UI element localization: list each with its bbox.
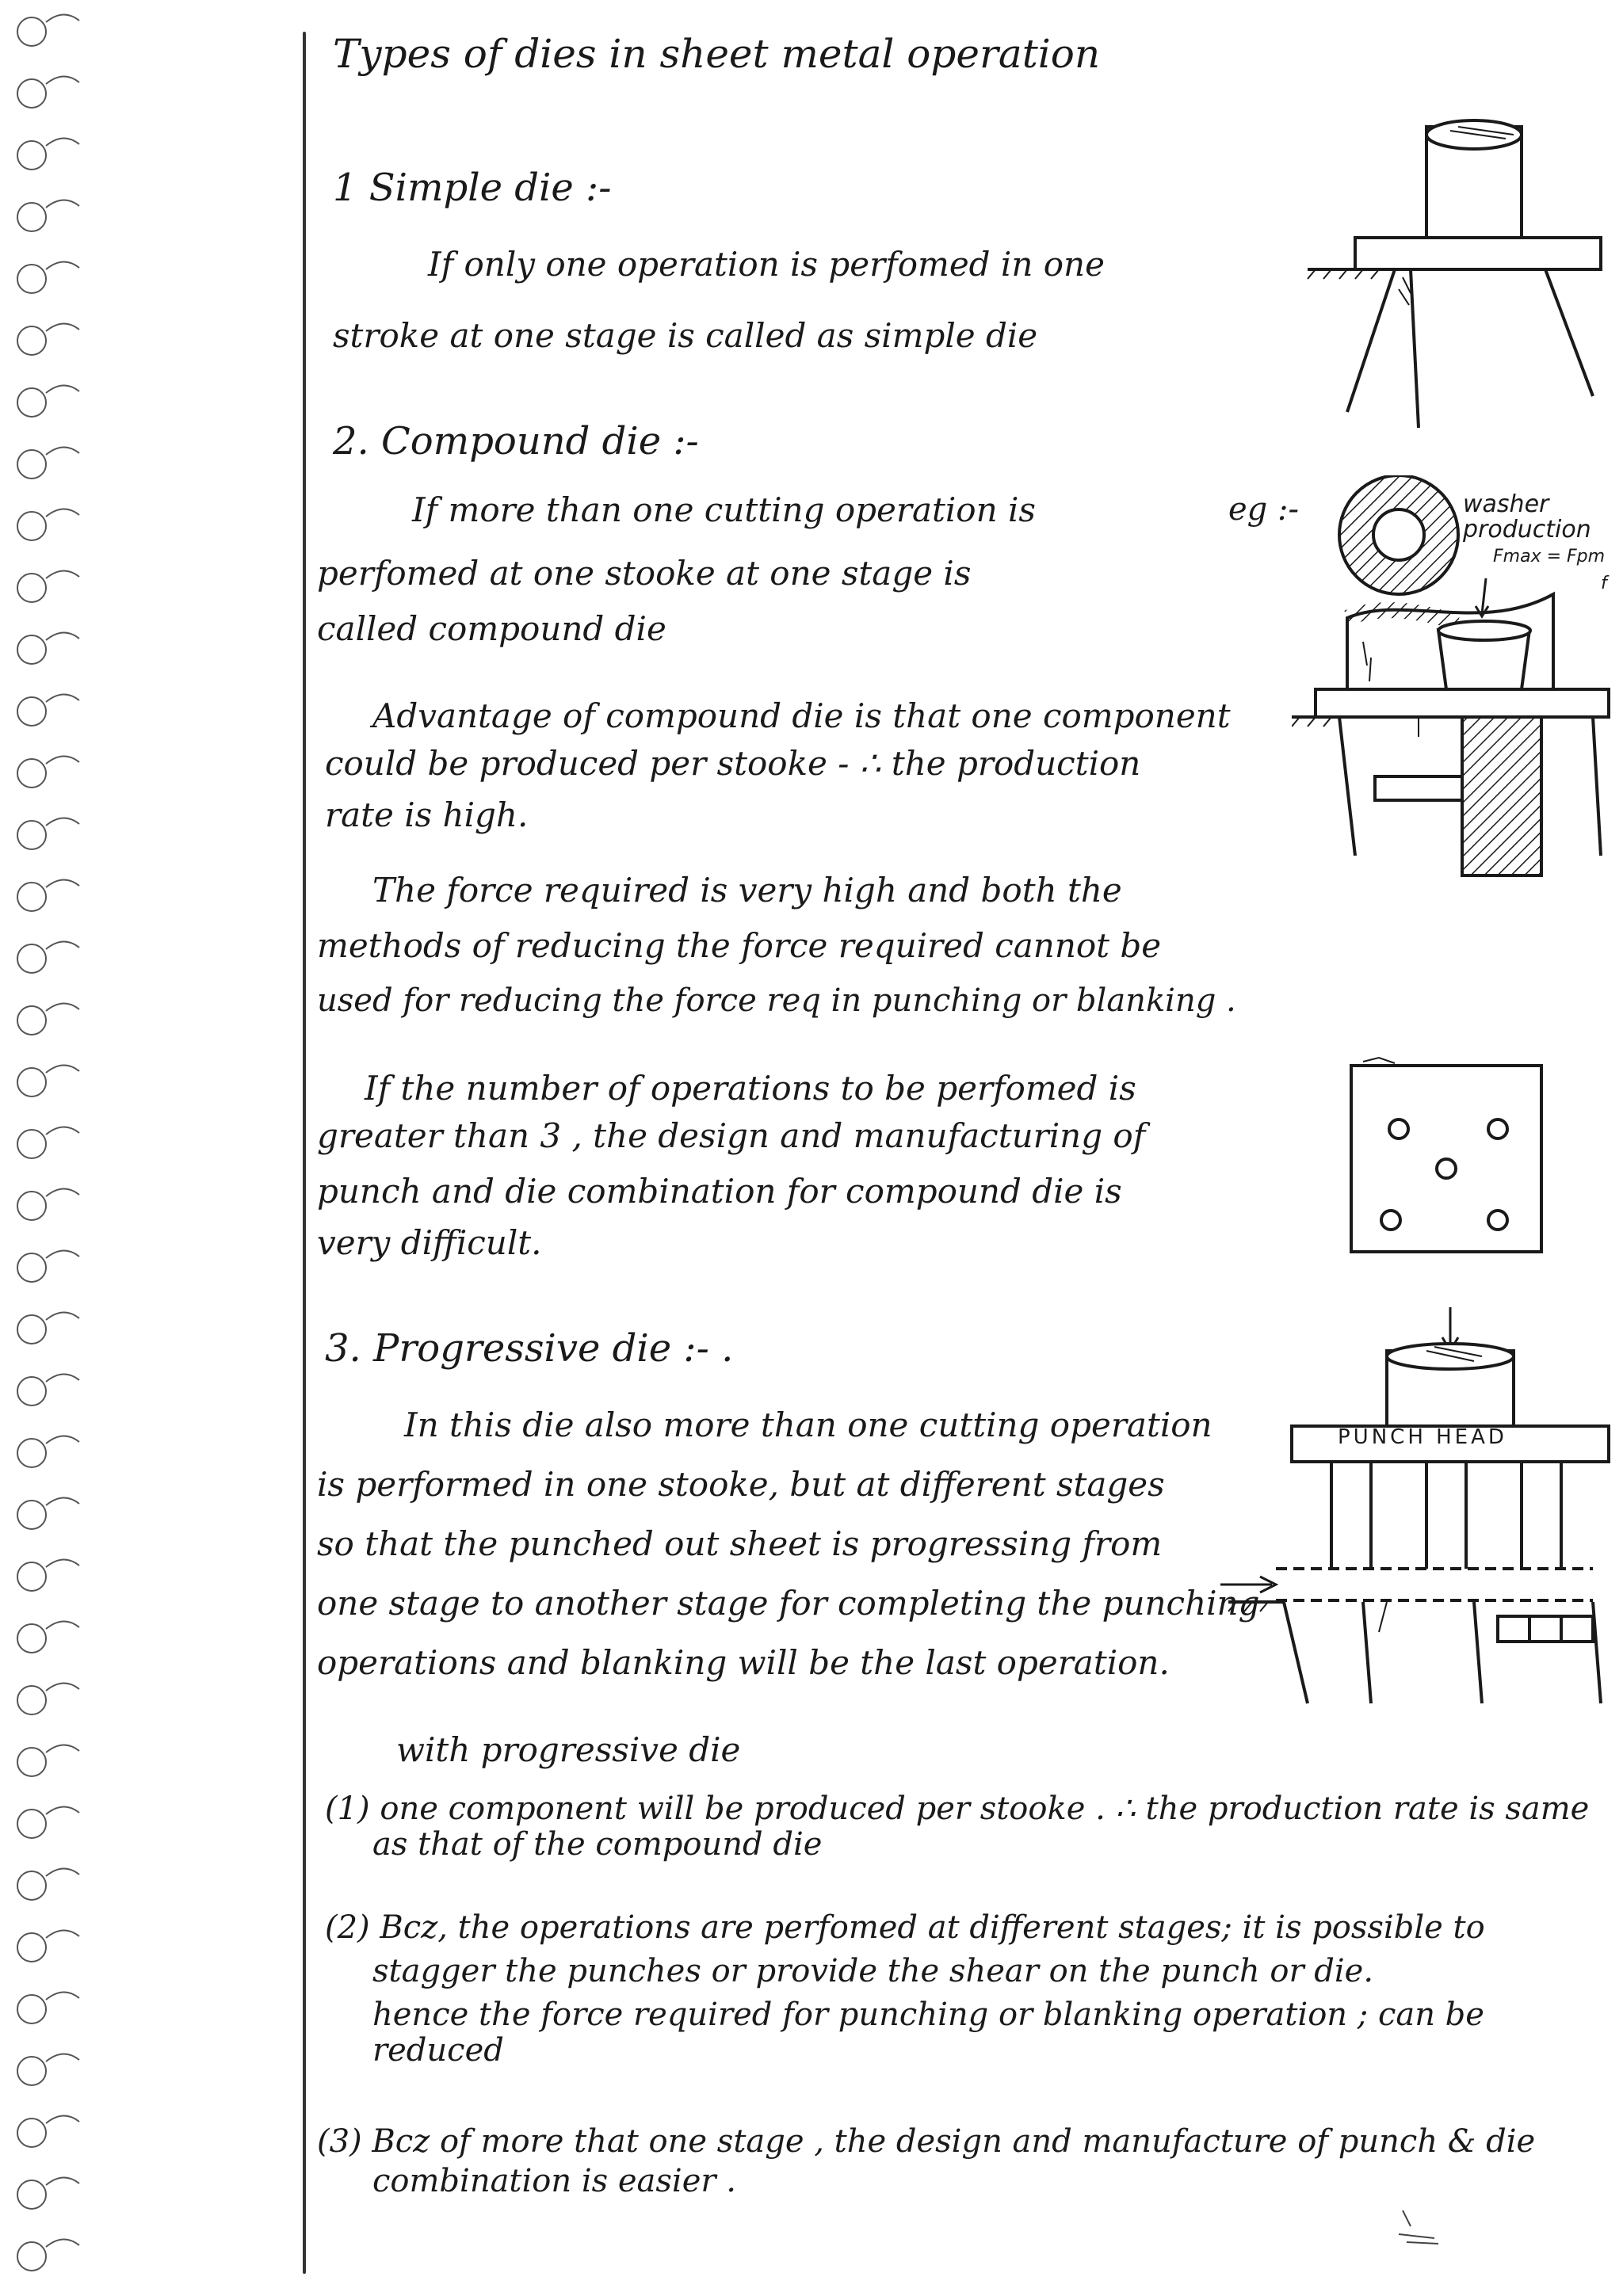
binding-ring xyxy=(46,2054,79,2061)
binding-ring xyxy=(46,2239,79,2247)
binding-hole xyxy=(17,450,46,479)
binding-ring xyxy=(46,1374,79,1382)
binding-hole xyxy=(17,1871,46,1900)
binding-ring xyxy=(46,1312,79,1320)
washer-label: washer xyxy=(1463,490,1549,518)
binding-hole xyxy=(17,1253,46,1282)
binding-hole xyxy=(17,2057,46,2085)
binding-hole xyxy=(17,1315,46,1344)
binding-ring xyxy=(46,1930,79,1938)
punch-head-label: PUNCH HEAD xyxy=(1338,1425,1507,1449)
spiral-binding-holes xyxy=(0,0,127,2296)
binding-ring xyxy=(46,1745,79,1753)
binding-hole xyxy=(17,1130,46,1158)
progressive-die-line-3: so that the punched out sheet is progressing from xyxy=(317,1524,1163,1563)
progressive-die-line-1: In this die also more than one cutting operation xyxy=(404,1405,1212,1444)
simple-die-diagram xyxy=(1292,111,1609,444)
binding-hole xyxy=(17,821,46,849)
progressive-die-heading: 3. Progressive die :- . xyxy=(325,1326,734,1371)
binding-hole xyxy=(17,1624,46,1653)
scan-mark xyxy=(1395,2203,1442,2250)
binding-ring xyxy=(46,1559,79,1567)
strip-holes-diagram xyxy=(1347,1054,1553,1260)
point-3-line-1: (3) Bcz of more that one stage , the design and manufacture of punch & die xyxy=(317,2123,1536,2160)
fmax-label: Fmax = Fpm xyxy=(1493,547,1606,566)
binding-hole xyxy=(17,697,46,726)
binding-ring xyxy=(46,1868,79,1876)
advantage-line-1: Advantage of compound die is that one component xyxy=(372,696,1231,735)
binding-ring xyxy=(46,1497,79,1505)
binding-hole xyxy=(17,944,46,973)
binding-hole xyxy=(17,17,46,46)
binding-ring xyxy=(46,509,79,517)
operations-line-3: punch and die combination for compound die is xyxy=(317,1172,1122,1211)
with-progressive-label: with progressive die xyxy=(396,1730,741,1769)
point-2-line-4: reduced xyxy=(372,2032,504,2069)
operations-line-4: very difficult. xyxy=(317,1223,542,1262)
page-title: Types of dies in sheet metal operation xyxy=(333,31,1101,77)
binding-hole xyxy=(17,141,46,170)
binding-ring xyxy=(46,1806,79,1814)
binding-hole xyxy=(17,1068,46,1097)
binding-hole xyxy=(17,326,46,355)
binding-hole xyxy=(17,388,46,417)
binding-ring xyxy=(46,694,79,702)
progressive-die-line-2: is performed in one stooke, but at different stages xyxy=(317,1465,1165,1504)
binding-hole xyxy=(17,512,46,540)
binding-hole xyxy=(17,574,46,602)
compound-die-heading: 2. Compound die :- xyxy=(333,419,699,463)
progressive-die-line-5: operations and blanking will be the last operation. xyxy=(317,1643,1170,1682)
force-line-1: The force required is very high and both the xyxy=(372,871,1122,910)
binding-ring xyxy=(46,76,79,84)
binding-ring xyxy=(46,632,79,640)
simple-die-line-1: If only one operation is perfomed in one xyxy=(428,245,1105,284)
f-label: f xyxy=(1601,574,1607,593)
binding-ring xyxy=(46,1250,79,1258)
binding-ring xyxy=(46,1188,79,1196)
binding-ring xyxy=(46,138,79,146)
production-label: production xyxy=(1463,516,1591,543)
binding-ring xyxy=(46,570,79,578)
binding-ring xyxy=(46,200,79,208)
binding-hole xyxy=(17,265,46,293)
binding-ring xyxy=(46,323,79,331)
binding-ring xyxy=(46,1065,79,1073)
compound-die-line-3: called compound die xyxy=(317,609,666,648)
binding-hole xyxy=(17,2119,46,2147)
binding-hole xyxy=(17,635,46,664)
binding-ring xyxy=(46,1127,79,1135)
progressive-die-diagram xyxy=(1205,1307,1617,1719)
binding-ring xyxy=(46,1683,79,1691)
operations-line-1: If the number of operations to be perfomed is xyxy=(365,1069,1136,1108)
eg-label: eg :- xyxy=(1228,491,1299,528)
binding-hole xyxy=(17,1562,46,1591)
binding-ring xyxy=(46,818,79,826)
binding-ring xyxy=(46,261,79,269)
operations-line-2: greater than 3 , the design and manufacturing of xyxy=(317,1116,1146,1155)
binding-ring xyxy=(46,385,79,393)
binding-hole xyxy=(17,1006,46,1035)
progressive-die-line-4: one stage to another stage for completing the punching xyxy=(317,1584,1260,1623)
binding-hole xyxy=(17,1439,46,1467)
binding-hole xyxy=(17,1686,46,1714)
point-2-line-3: hence the force required for punching or blanking operation ; can be xyxy=(372,1997,1484,2033)
binding-ring xyxy=(46,2115,79,2123)
advantage-line-2: could be produced per stooke - ∴ the production xyxy=(325,744,1141,783)
point-1-line-2: as that of the compound die xyxy=(372,1826,823,1863)
force-line-3: used for reducing the force req in punching or blanking . xyxy=(317,982,1236,1019)
simple-die-heading: 1 Simple die :- xyxy=(333,166,612,210)
binding-hole xyxy=(17,2180,46,2209)
binding-ring xyxy=(46,879,79,887)
binding-ring xyxy=(46,1621,79,1629)
binding-ring xyxy=(46,756,79,764)
point-1-line-1: (1) one component will be produced per stooke . ∴ the production rate is same xyxy=(325,1791,1590,1827)
binding-hole xyxy=(17,759,46,788)
binding-hole xyxy=(17,1810,46,1838)
point-2-line-2: stagger the punches or provide the shear on the punch or die. xyxy=(372,1953,1374,1989)
binding-ring xyxy=(46,1992,79,2000)
binding-ring xyxy=(46,1003,79,1011)
binding-hole xyxy=(17,1995,46,2023)
binding-ring xyxy=(46,1436,79,1444)
binding-hole xyxy=(17,2242,46,2271)
point-2-line-1: (2) Bcz, the operations are perfomed at different stages; it is possible to xyxy=(325,1909,1485,1946)
binding-ring xyxy=(46,941,79,949)
advantage-line-3: rate is high. xyxy=(325,795,529,834)
binding-hole xyxy=(17,79,46,108)
binding-hole xyxy=(17,1501,46,1529)
binding-ring xyxy=(46,2177,79,2185)
binding-hole xyxy=(17,1377,46,1405)
binding-ring xyxy=(46,447,79,455)
binding-hole xyxy=(17,883,46,911)
margin-line xyxy=(303,32,306,2274)
simple-die-line-2: stroke at one stage is called as simple die xyxy=(333,316,1038,355)
compound-die-line-1: If more than one cutting operation is xyxy=(412,490,1036,529)
binding-hole xyxy=(17,1192,46,1220)
compound-die-line-2: perfomed at one stooke at one stage is xyxy=(317,554,972,593)
binding-hole xyxy=(17,1933,46,1962)
point-3-line-2: combination is easier . xyxy=(372,2163,736,2199)
binding-hole xyxy=(17,203,46,231)
binding-hole xyxy=(17,1748,46,1776)
binding-ring xyxy=(46,14,79,22)
force-line-2: methods of reducing the force required cannot be xyxy=(317,926,1162,965)
